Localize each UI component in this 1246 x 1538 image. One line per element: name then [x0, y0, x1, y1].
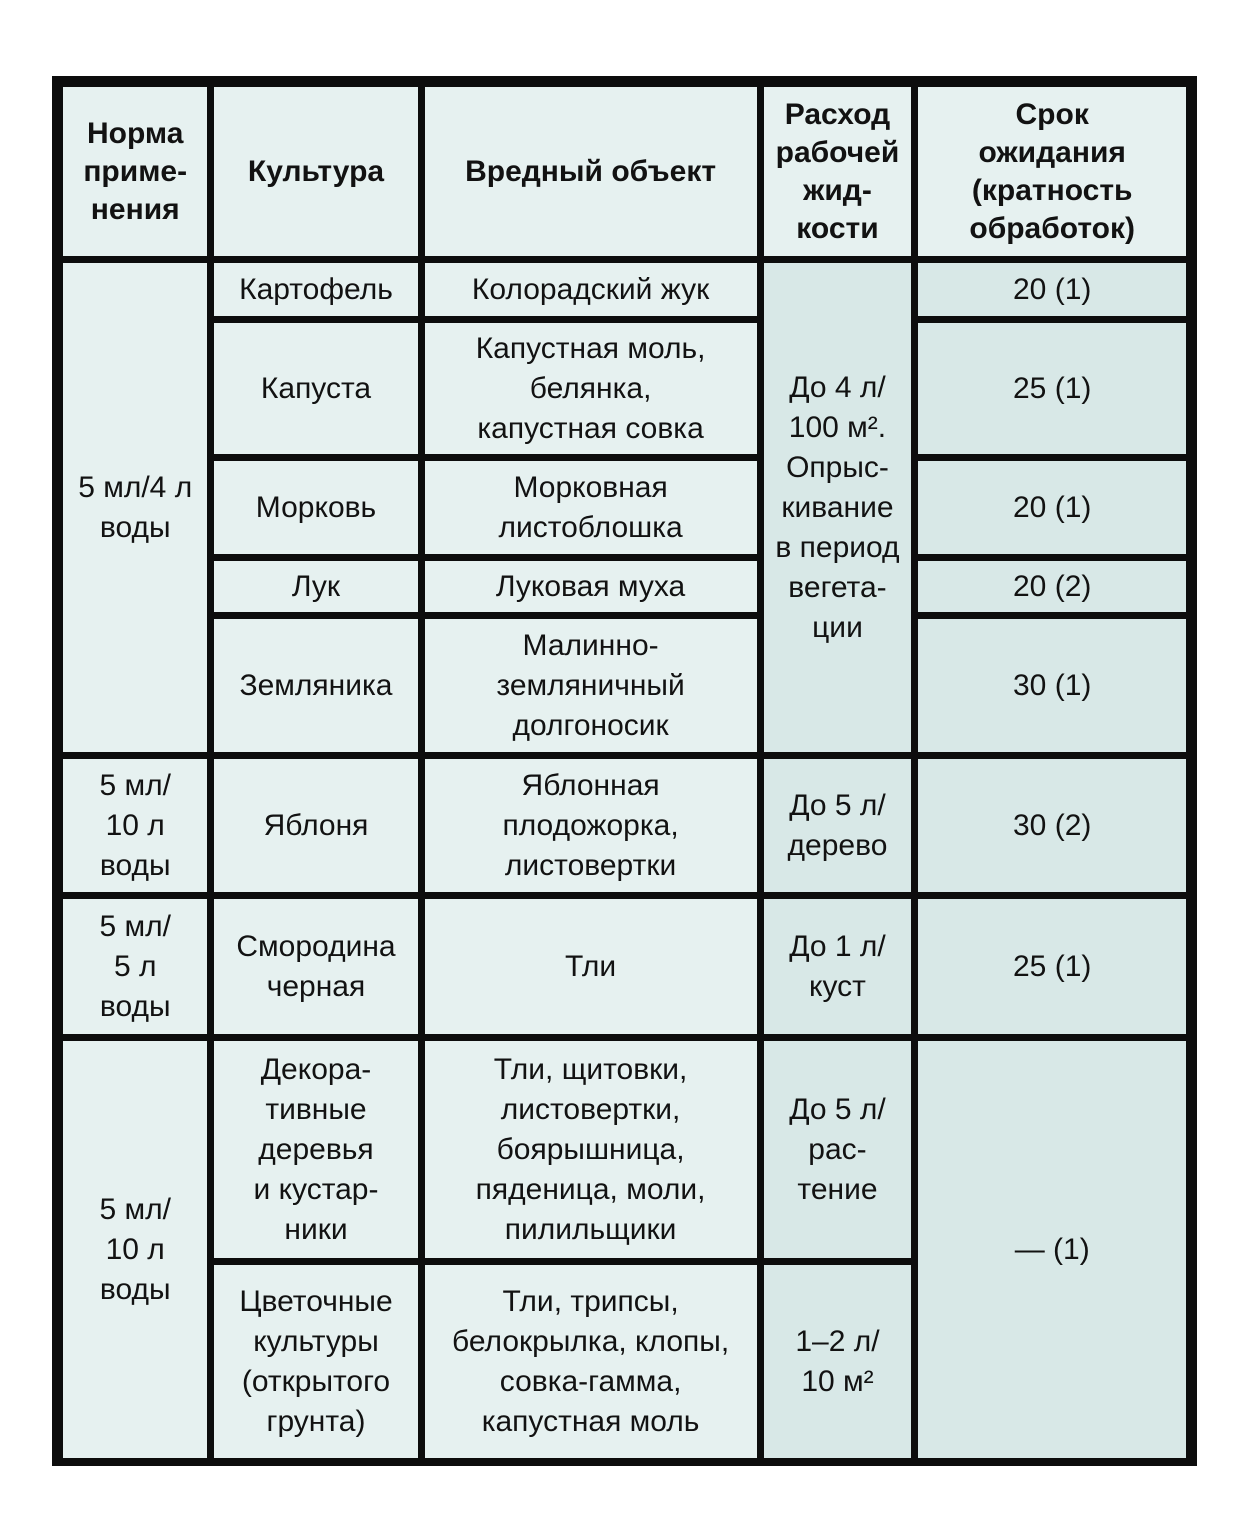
table-row — [60, 320, 1190, 458]
table-row — [60, 260, 1190, 320]
culture-cell: Капуста — [211, 320, 421, 458]
norm-cell: 5 мл/ 10 л воды — [60, 756, 211, 896]
table-row — [60, 558, 1190, 616]
pest-cell: Тли, трипсы, белокрылка, клопы, совка-гамма, капустная моль — [421, 1262, 760, 1462]
pest-cell: Малинно- земляничный долгоносик — [421, 616, 760, 756]
instruction-sheet — [52, 76, 1197, 1466]
application-table — [56, 80, 1193, 1465]
wait-cell: 20 (1) — [915, 458, 1190, 558]
pest-cell: Луковая муха — [421, 558, 760, 616]
table-row — [60, 756, 1190, 896]
table-row — [60, 616, 1190, 756]
header-wait-period: Срок ожидания (кратность обработок) — [915, 84, 1190, 260]
consumption-cell: До 5 л/ рас- тение — [760, 1038, 915, 1262]
header-norm: Норма приме- нения — [60, 84, 211, 260]
table-row — [60, 896, 1190, 1038]
header-culture: Культура — [211, 84, 421, 260]
header-consumption: Расход рабочей жид- кости — [760, 84, 915, 260]
header-row — [60, 84, 1190, 260]
culture-cell: Морковь — [211, 458, 421, 558]
culture-cell: Лук — [211, 558, 421, 616]
norm-cell: 5 мл/4 л воды — [60, 260, 211, 756]
culture-cell: Цветочные культуры (открытого грунта) — [211, 1262, 421, 1462]
wait-cell: 25 (1) — [915, 320, 1190, 458]
culture-cell: Смородина черная — [211, 896, 421, 1038]
pest-cell: Тли, щитовки, листовертки, боярышница, пяденица, моли, пилильщики — [421, 1038, 760, 1262]
pest-cell: Тли — [421, 896, 760, 1038]
culture-cell: Декора- тивные деревья и кустар- ники — [211, 1038, 421, 1262]
norm-cell: 5 мл/ 5 л воды — [60, 896, 211, 1038]
wait-cell: 30 (2) — [915, 756, 1190, 896]
pest-cell: Колорадский жук — [421, 260, 760, 320]
culture-cell: Картофель — [211, 260, 421, 320]
wait-cell: 30 (1) — [915, 616, 1190, 756]
pest-cell: Яблонная плодожорка, листовертки — [421, 756, 760, 896]
culture-cell: Яблоня — [211, 756, 421, 896]
pest-cell: Капустная моль, белянка, капустная совка — [421, 320, 760, 458]
wait-cell: 20 (2) — [915, 558, 1190, 616]
wait-cell: 25 (1) — [915, 896, 1190, 1038]
consumption-cell: До 4 л/ 100 м². Опрыс- кивание в период вегета- ции — [760, 260, 915, 756]
norm-cell: 5 мл/ 10 л воды — [60, 1038, 211, 1462]
table-row — [60, 1038, 1190, 1262]
consumption-cell: До 5 л/ дерево — [760, 756, 915, 896]
table-row — [60, 458, 1190, 558]
consumption-cell: 1–2 л/ 10 м² — [760, 1262, 915, 1462]
consumption-cell: До 1 л/ куст — [760, 896, 915, 1038]
wait-cell: 20 (1) — [915, 260, 1190, 320]
header-pest: Вредный объект — [421, 84, 760, 260]
culture-cell: Земляника — [211, 616, 421, 756]
wait-cell: — (1) — [915, 1038, 1190, 1462]
pest-cell: Морковная листоблошка — [421, 458, 760, 558]
